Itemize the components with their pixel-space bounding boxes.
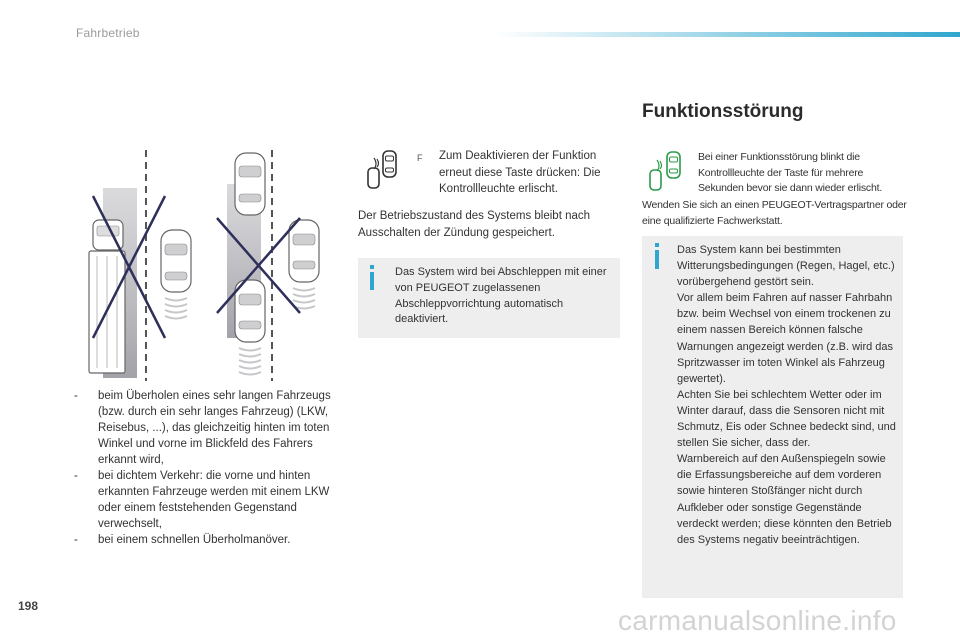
deactivate-step [417,148,617,198]
blind-spot-illustration [85,148,335,383]
info-paragraph: Das System kann bei bestimmten Witterungsbedingungen (Regen, Hagel, etc.) vorübergehend gestört sein. [677,244,895,289]
dealer-paragraph: Wenden Sie sich an einen PEUGEOT-Vertragspartner oder eine qualifizierte Fachwerkstatt. [642,199,907,227]
list-marker: - [74,390,78,402]
sensor-waves-behind [239,348,261,375]
list-marker: - [74,534,78,546]
malfunction-description: Bei einer Funktionsstörung blinkt die Kontrollleuchte der Taste für mehrere Sekunden bevor sie dann wieder erlischt. [698,151,883,194]
list-item [74,532,336,548]
ego-car-left [161,230,191,292]
truck [89,220,125,373]
deactivate-step-text: Zum Deaktivieren der Funktion erneut diese Taste drücken: Die Kontrollleuchte erlischt. [439,150,601,195]
state-memory-paragraph: Der Betriebszustand des Systems bleibt nach Ausschalten der Zündung gespeichert. [358,210,591,239]
towing-info-text: Das System wird bei Abschleppen mit einer von PEUGEOT zugelassenen Abschleppvorrichtung automatisch deaktiviert. [395,266,607,326]
info-paragraph: Vor allem beim Fahren auf nasser Fahrbahn bzw. beim Wechsel von einem trockenen zu einem nassen Bereich können falsche Warnungen angezeigt werden (z.B. wird das Spritzwasser im toten Winkel als Fahrzeug gewertet). [677,292,894,385]
sensor-waves-left [165,298,187,319]
list-item [74,468,336,532]
section-title: Fahrbetrieb [76,26,140,40]
sensor-waves-right [293,288,315,309]
list-item-text: beim Überholen eines sehr langen Fahrzeugs (bzw. durch ein sehr langes Fahrzeug) (LKW, Reisebus, ...), das gleichzeitig hinten im toten Winkel und vorne im Blickfeld des Fahrers erkannt wird, [98,390,331,466]
watermark: carmanualsonline.info [618,605,897,636]
limitations-list [74,388,336,548]
malfunction-heading: Funktionsstörung [642,101,804,122]
car-ahead [235,153,265,215]
info-paragraph: Warnbereich auf den Außenspiegeln sowie die Erfassungsbereiche auf dem vorderen sowie hinteren Stoßfänger nicht durch Aufkleber oder sonstige Gegenstände verdeckt werden; diese könnten den Betrieb des Systems negativ beeinträchtigen. [677,453,892,546]
arrow-marker-icon: F [417,153,423,163]
list-item-text: bei einem schnellen Überholmanöver. [98,534,291,546]
blind-spot-button-icon [366,149,402,191]
page-number: 198 [18,599,39,613]
header-accent-bar [495,32,960,37]
info-paragraph: Achten Sie bei schlechtem Wetter oder im Winter darauf, dass die Sensoren nicht mit Schmutz, Eis oder Schnee bedeckt sind, und stellen Sie sicher, dass der. [677,388,896,450]
ego-car-right [289,220,319,282]
weather-info-text [677,242,899,548]
list-marker: - [74,470,78,482]
info-icon [370,272,374,290]
list-item-text: bei dichtem Verkehr: die vorne und hinten erkannten Fahrzeuge werden mit einem LKW oder einem feststehenden Gegenstand verwechselt, [98,470,330,530]
blind-spot-button-warning-icon [645,150,687,194]
list-item [74,388,336,468]
info-icon [655,250,659,269]
car-behind [235,280,265,342]
